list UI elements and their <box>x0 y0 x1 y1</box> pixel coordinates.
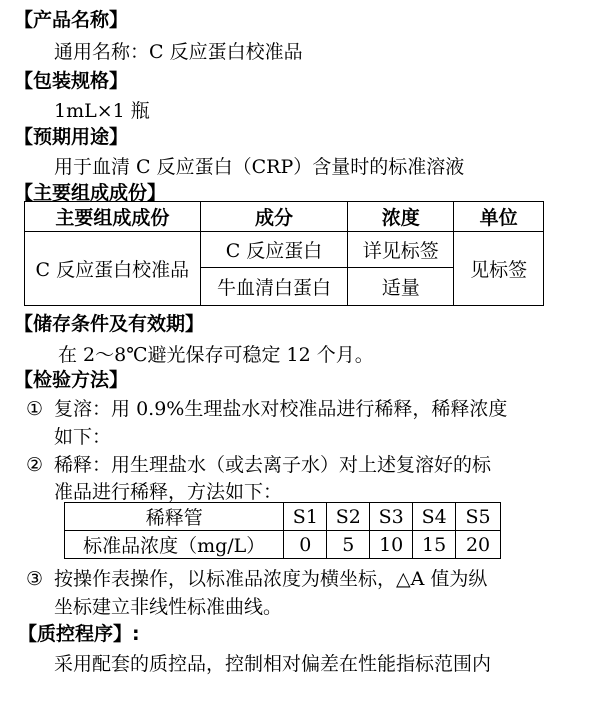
ingredient-cell: 牛血清白蛋白 <box>200 268 348 306</box>
concentration-cell: 适量 <box>348 268 454 306</box>
dilution-value-cell: 15 <box>413 531 456 559</box>
dilution-table <box>64 502 501 559</box>
composition-header: 主要组成成份 <box>25 202 201 232</box>
composition-header: 单位 <box>454 202 544 232</box>
dilution-value-cell: 5 <box>327 531 370 559</box>
dilution-tube-cell: S1 <box>284 503 327 531</box>
concentration-cell: 详见标签 <box>348 232 454 268</box>
dilution-value-cell: 10 <box>370 531 413 559</box>
section-heading-composition: 【主要组成成份】 <box>14 182 167 204</box>
step-number: ③ <box>26 568 44 590</box>
section-heading-package: 【包装规格】 <box>14 70 129 92</box>
section-heading-storage: 【储存条件及有效期】 <box>14 313 205 335</box>
method-step-1-continued: 如下： <box>54 426 112 448</box>
section-heading-method: 【检验方法】 <box>14 369 129 391</box>
storage-text: 在 2～8℃避光保存可稳定 12 个月。 <box>58 344 374 366</box>
dilution-row-label: 稀释管 <box>65 503 284 531</box>
unit-cell: 见标签 <box>454 232 544 306</box>
dilution-row-label: 标准品浓度（mg/L） <box>65 531 284 559</box>
package-spec: 1mL×1 瓶 <box>54 100 150 122</box>
section-heading-qc: 【质控程序】: <box>18 623 140 645</box>
method-step-3-continued: 坐标建立非线性标准曲线。 <box>54 596 283 618</box>
intended-use-text: 用于血清 C 反应蛋白（CRP）含量时的标准溶液 <box>54 156 465 178</box>
product-common-name: 通用名称：C 反应蛋白校准品 <box>54 41 303 63</box>
method-step-2-continued: 准品进行稀释，方法如下： <box>54 481 283 503</box>
ingredient-cell: C 反应蛋白 <box>200 232 348 268</box>
method-step-2 <box>26 450 491 477</box>
section-heading-intended-use: 【预期用途】 <box>14 126 129 148</box>
step-text: 复溶：用 0.9%生理盐水对校准品进行稀释，稀释浓度 <box>54 398 508 420</box>
dilution-tube-cell: S3 <box>370 503 413 531</box>
step-number: ① <box>26 398 44 420</box>
composition-table <box>24 201 544 306</box>
dilution-tube-cell: S2 <box>327 503 370 531</box>
dilution-value-cell: 0 <box>284 531 327 559</box>
section-heading-product-name: 【产品名称】 <box>14 9 129 31</box>
method-step-3 <box>26 564 487 591</box>
step-text: 按操作表操作，以标准品浓度为横坐标，△A 值为纵 <box>54 568 488 590</box>
dilution-tube-cell: S5 <box>456 503 501 531</box>
composition-header: 成分 <box>200 202 348 232</box>
step-number: ② <box>26 454 44 476</box>
dilution-value-cell: 20 <box>456 531 501 559</box>
composition-header: 浓度 <box>348 202 454 232</box>
step-text: 稀释：用生理盐水（或去离子水）对上述复溶好的标 <box>54 454 492 476</box>
component-name-cell: C 反应蛋白校准品 <box>25 232 201 306</box>
qc-text: 采用配套的质控品，控制相对偏差在性能指标范围内 <box>54 653 492 675</box>
method-step-1 <box>26 394 507 421</box>
dilution-tube-cell: S4 <box>413 503 456 531</box>
